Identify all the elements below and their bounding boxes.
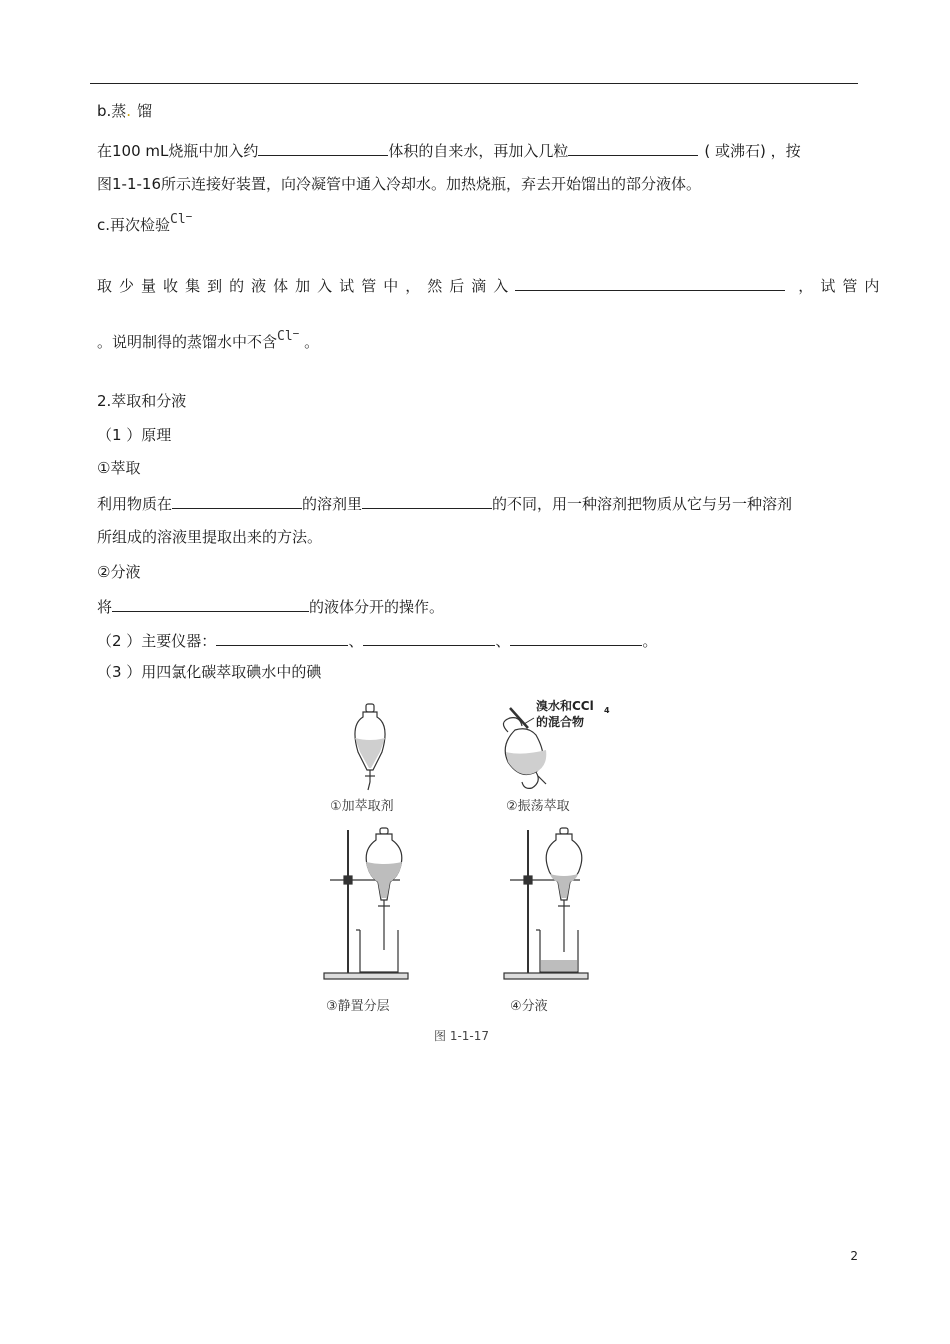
mixture-label-sub: 4 (604, 706, 610, 715)
text-fragment: 。说明制得的蒸馏水中不含 (97, 333, 278, 351)
fill-blank[interactable] (510, 629, 642, 646)
text-fragment: 、 (495, 632, 511, 650)
text-fragment: ( 或沸石) ，按 (704, 142, 801, 160)
step-caption-1: ①加萃取剂 (330, 799, 394, 814)
mixture-label-2: 的混合物 (536, 715, 585, 729)
chloride-ion: Cl (277, 329, 293, 344)
figure-caption: 图 1-1-17 (434, 1029, 490, 1043)
char: 收 (163, 277, 179, 295)
fill-blank[interactable] (362, 492, 492, 509)
fill-blank[interactable] (568, 139, 698, 156)
extraction-heading: ①萃取 (97, 459, 141, 477)
text-fragment: 体积的自来水，再加入几粒 (388, 142, 569, 160)
mixture-label-1: 溴水和CCl (536, 699, 594, 713)
step-caption-2: ②振荡萃取 (506, 799, 570, 814)
fill-blank[interactable] (515, 274, 785, 291)
text-fragment: 。 (642, 632, 658, 650)
section-b-label: b.蒸 (97, 102, 127, 120)
char: 然 (427, 277, 443, 295)
stand-panel-4 (504, 828, 588, 979)
section-b-heading (97, 101, 152, 121)
char: 中 (383, 277, 399, 295)
char: 滴 (471, 277, 487, 295)
char: 加 (295, 277, 311, 295)
text-fragment: 的液体分开的操作。 (309, 598, 445, 616)
test-line-1 (97, 274, 886, 296)
distill-line-1 (97, 139, 801, 161)
section-b-label-2: 馏 (137, 102, 153, 120)
section-c-label: c.再次检验 (97, 216, 171, 234)
char: ， (405, 277, 421, 295)
char: 量 (141, 277, 157, 295)
text-fragment: 的不同，用一种溶剂把物质从它与另一种溶剂 (492, 495, 793, 513)
emphasis-dot: . (126, 102, 132, 120)
char: 管 (842, 277, 858, 295)
char: 取 (97, 277, 113, 295)
char: 试 (820, 277, 836, 295)
figure-extraction (310, 690, 650, 1050)
char: 试 (339, 277, 355, 295)
char: ， (798, 277, 814, 295)
step-caption-3: ③静置分层 (326, 999, 390, 1014)
separation-line (97, 595, 444, 617)
page-number: 2 (850, 1249, 858, 1263)
figure-drawing (310, 690, 650, 1050)
separation-heading: ②分液 (97, 563, 141, 581)
distill-line-2: 图1-1-16所示连接好装置，向冷凝管中通入冷却水。加热烧瓶，弃去开始馏出的部分液体。 (97, 175, 702, 193)
char: 管 (361, 277, 377, 295)
header-rule (90, 83, 858, 84)
principle-heading: （1 ）原理 (97, 426, 172, 444)
chloride-ion: Cl (170, 212, 186, 227)
text-fragment: 、 (348, 632, 364, 650)
stand-panel-3 (324, 828, 408, 979)
section-c-heading (97, 210, 193, 237)
text-fragment: 的溶剂里 (302, 495, 363, 513)
text-fragment: （2 ）主要仪器： (97, 632, 217, 650)
char: 体 (273, 277, 289, 295)
text-fragment: 在100 mL烧瓶中加入约 (97, 142, 259, 160)
fill-blank[interactable] (112, 595, 309, 612)
fill-blank[interactable] (216, 629, 348, 646)
text-fragment: 。 (299, 333, 320, 351)
extraction-line-2: 所组成的溶液里提取出来的方法。 (97, 528, 323, 546)
text-fragment: 利用物质在 (97, 495, 173, 513)
fill-blank[interactable] (172, 492, 302, 509)
char: 的 (229, 277, 245, 295)
char: 少 (119, 277, 135, 295)
extraction-line-1 (97, 492, 792, 514)
step-caption-4: ④分液 (510, 999, 548, 1014)
char: 集 (185, 277, 201, 295)
fill-blank[interactable] (363, 629, 495, 646)
ion-charge: − (292, 327, 300, 340)
ion-charge: − (185, 210, 193, 223)
char: 入 (493, 277, 509, 295)
char: 内 (864, 277, 880, 295)
char: 液 (251, 277, 267, 295)
instruments-line (97, 629, 657, 651)
test-line-2 (97, 327, 320, 354)
fill-blank[interactable] (258, 139, 388, 156)
char: 后 (449, 277, 465, 295)
funnel-panel-1 (355, 704, 385, 790)
section-2-title: 2.萃取和分液 (97, 392, 187, 410)
step-3-heading: （3 ）用四氯化碳萃取碘水中的碘 (97, 663, 322, 681)
text-fragment: 将 (97, 598, 113, 616)
char: 到 (207, 277, 223, 295)
label-arrow (524, 718, 534, 724)
char: 入 (317, 277, 333, 295)
